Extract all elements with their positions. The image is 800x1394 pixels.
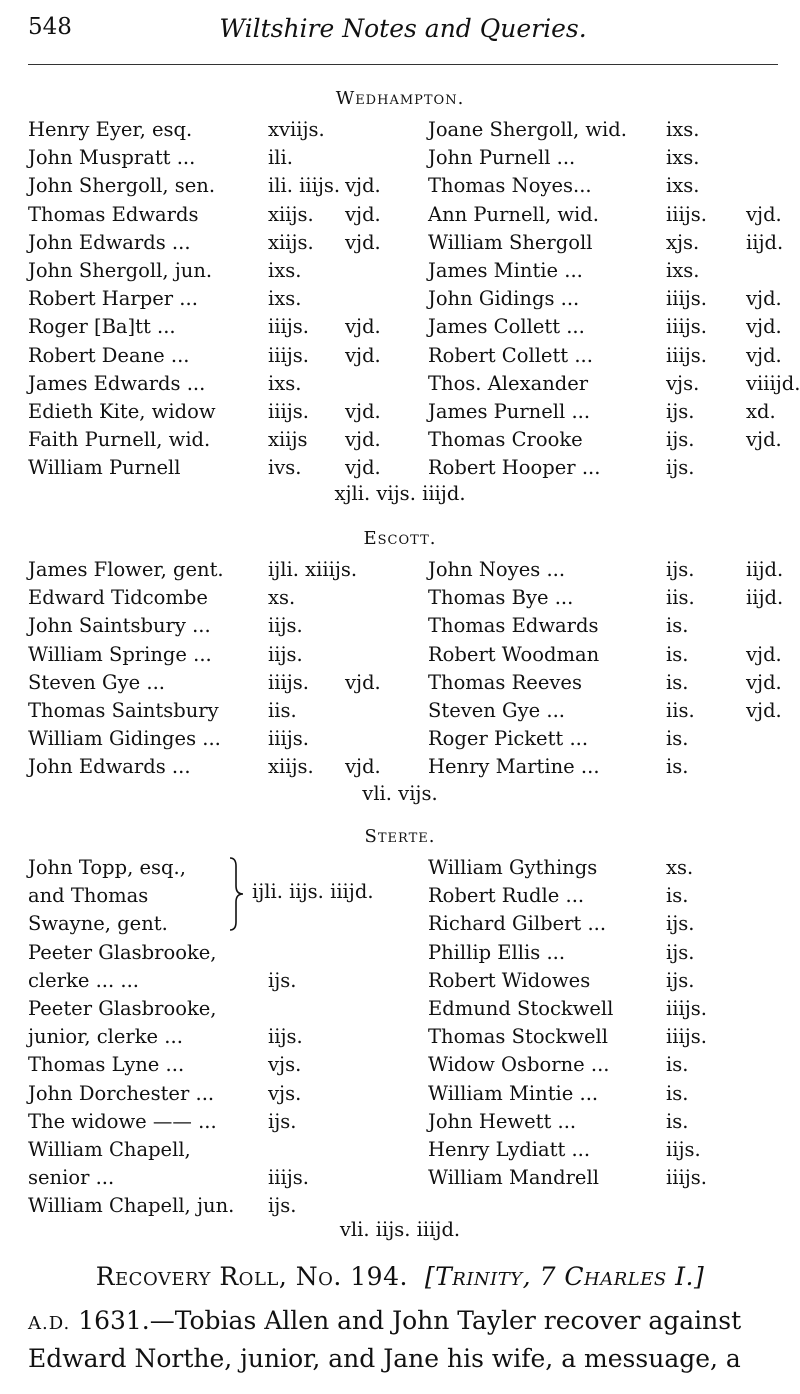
cell-r-name: William Mintie ... [428,1081,599,1105]
cell-l-a: vjs. [268,1081,302,1105]
cell-r-name: Robert Woodman [428,642,600,666]
section-title-wedhampton: Wedhampton. [335,88,465,109]
cell-r-b: vjd. [746,315,782,339]
cell-l-a: xiijs. [268,230,314,254]
cell-r-a: iiijs. [666,343,707,367]
cell-r-a: ixs. [666,118,700,141]
cell-l-name: Thomas Saintsbury [28,699,219,722]
cell-l-name: John Dorchester ... [28,1081,215,1105]
cell-l-a: iiijs. [268,343,309,367]
cell-r-a: ijs. [666,968,695,992]
page-header [28,14,778,54]
cell-l-b: vjd. [345,230,381,254]
cell-l-a: ijli. xiiijs. [268,558,358,581]
cell-r-a: is. [666,1081,689,1105]
cell-l-name: James Flower, gent. [28,558,224,581]
cell-r-a: iiijs. [666,997,707,1020]
cell-l-a: ijs. [268,968,297,992]
cell-r-a: is. [666,614,689,638]
cell-r-b: vjd. [746,287,782,311]
list-item [0,285,800,313]
cell-l-name: William Springe ... [28,642,212,666]
cell-l-a: iiijs. [268,727,309,751]
cell-r-name: Thomas Crooke [428,428,583,452]
cell-l-a: xiijs. [268,755,314,779]
cell-r-a: xjs. [666,230,700,254]
cell-l-name: William Chapell, [28,1138,191,1161]
cell-r-a: iis. [666,699,695,722]
cell-r-a: xs. [666,856,694,879]
cell-l-b: vjd. [345,343,381,367]
list-item [0,1192,800,1220]
cell-r-a: is. [666,727,689,751]
cell-l-name: John Muspratt ... [28,146,196,170]
cell-r-name: Henry Martine ... [428,755,600,779]
cell-l-name: Roger [Ba]tt ... [28,315,176,339]
cell-r-name: William Gythings [428,856,598,879]
cell-l-name: Henry Eyer, esq. [28,118,193,141]
cell-l-name: Thomas Lyne ... [28,1053,185,1077]
cell-r-name: Thomas Bye ... [428,586,574,610]
cell-r-name: William Mandrell [428,1166,599,1190]
list-item [0,144,800,172]
cell-l-name: Edward Tidcombe [28,586,208,610]
list-item [0,967,800,995]
cell-r-name: Thos. Alexander [428,371,589,395]
entry-date-era: A.D. [28,1313,71,1334]
cell-l-name: and Thomas [28,884,149,908]
cell-l-name: John Shergoll, jun. [28,259,213,282]
cell-l-a: ixs. [268,371,302,395]
cell-r-b: iijd. [746,586,784,610]
cell-r-name: John Hewett ... [428,1109,577,1133]
cell-r-name: Joane Shergoll, wid. [428,118,627,141]
cell-r-b: vjd. [746,699,782,722]
list-item [0,313,800,341]
cell-r-a: ixs. [666,146,700,170]
cell-r-name: Robert Widowes [428,968,591,992]
list-item [0,697,800,725]
cell-r-name: Robert Hooper ... [428,456,601,480]
cell-r-name: Thomas Reeves [428,670,582,694]
cell-r-b: vjd. [746,202,782,226]
section-title-escott: Escott. [363,528,437,549]
list-item [0,612,800,640]
list-item [0,939,800,967]
cell-r-name: Phillip Ellis ... [428,940,566,964]
cell-l-a: ijs. [268,1109,297,1133]
cell-l-a: xiijs [268,428,308,452]
cell-r-b: vjd. [746,428,782,452]
list-item [0,426,800,454]
cell-r-a: ijs. [666,400,695,423]
list-item [0,725,800,753]
cell-l-name: Peeter Glasbrooke, [28,997,217,1020]
cell-l-b: vjd. [345,174,381,198]
cell-l-a: iiijs. [268,400,309,423]
cell-l-name: William Purnell [28,456,181,480]
cell-l-a: iijs. [268,614,303,638]
cell-r-b: viiijd. [746,371,800,395]
cell-l-a: iis. [268,699,297,722]
cell-r-name: Henry Lydiatt ... [428,1138,591,1161]
cell-r-a: ijs. [666,558,695,581]
list-item [0,257,800,285]
running-title: Wiltshire Notes and Queries. [219,14,587,43]
cell-l-b: vjd. [345,755,381,779]
cell-r-a: iis. [666,586,695,610]
cell-r-b: iijd. [746,558,784,581]
cell-r-a: iiijs. [666,202,707,226]
cell-l-name: Peeter Glasbrooke, [28,940,217,964]
cell-l-name: John Shergoll, sen. [28,174,216,198]
cell-r-b: xd. [746,400,776,423]
list-item [0,753,800,781]
cell-l-a: iijs. [268,642,303,666]
cell-l-a: iijs. [268,1025,303,1049]
cell-r-name: Thomas Stockwell [428,1025,609,1049]
cell-r-b: vjd. [746,642,782,666]
cell-l-a: vjs. [268,1053,302,1077]
header-rule [28,64,778,65]
cell-l-a: xs. [268,586,296,610]
cell-r-a: is. [666,1109,689,1133]
cell-r-a: is. [666,1053,689,1077]
cell-l-a: iiijs. [268,670,309,694]
list-item [0,398,800,426]
cell-l-name: Steven Gye ... [28,670,165,694]
cell-l-b: vjd. [345,315,381,339]
list-item [0,910,800,938]
section-title-sterte: Sterte. [364,826,436,847]
cell-r-a: is. [666,884,689,908]
list-item [0,229,800,257]
cell-r-name: James Collett ... [428,315,585,339]
cell-l-name: Swayne, gent. [28,912,168,936]
cell-r-a: ijs. [666,940,695,964]
curly-brace-icon [227,856,247,932]
cell-r-name: Robert Rudle ... [428,884,585,908]
cell-l-name: Robert Harper ... [28,287,198,311]
cell-l-name: clerke ... ... [28,968,139,992]
cell-r-b: vjd. [746,670,782,694]
cell-r-name: Roger Pickett ... [428,727,589,751]
cell-r-a: ijs. [666,428,695,452]
cell-r-name: Steven Gye ... [428,699,565,722]
cell-r-a: iiijs. [666,287,707,311]
cell-l-b: vjd. [345,400,381,423]
list-item [0,201,800,229]
entry-line-1: 1631.—Tobias Allen and John Tayler recover against [78,1306,742,1335]
cell-l-name: John Edwards ... [28,755,191,779]
cell-l-name: junior, clerke ... [28,1025,183,1049]
cell-r-name: James Purnell ... [428,400,591,423]
cell-l-name: Faith Purnell, wid. [28,428,211,452]
cell-l-a: xiijs. [268,202,314,226]
cell-r-a: iiijs. [666,1025,707,1049]
section-total-sterte: vli. iijs. iiijd. [339,1218,461,1241]
entry-title: Recovery Roll, No. 194. [95,1262,408,1291]
cell-r-a: ijs. [666,456,695,480]
cell-r-a: iiijs. [666,1166,707,1190]
cell-r-a: ixs. [666,174,700,198]
cell-l-a: ivs. [268,456,302,480]
page-number: 548 [28,14,72,40]
cell-l-a: ili. iiijs. [268,174,341,198]
cell-l-a: iiijs. [268,1166,309,1190]
cell-l-name: John Edwards ... [28,230,191,254]
cell-r-a: iijs. [666,1138,701,1161]
cell-l-a: ili. [268,146,293,170]
cell-r-a: iiijs. [666,315,707,339]
list-item [0,995,800,1023]
list-item [0,1023,800,1051]
cell-l-a: ixs. [268,287,302,311]
cell-l-name: The widowe —— ... [28,1109,217,1133]
cell-l-name: Edieth Kite, widow [28,400,216,423]
entry-text-line-2: Edward Northe, junior, and Jane his wife, a messuage, a [28,1344,741,1373]
cell-r-name: James Mintie ... [428,259,583,282]
entry-term: [Trinity, 7 Charles I.] [424,1262,705,1291]
cell-l-name: William Gidinges ... [28,727,221,751]
cell-l-b: vjd. [345,202,381,226]
list-item [0,116,800,144]
list-item [0,1108,800,1136]
cell-l-a: ijs. [268,1194,297,1218]
cell-l-name: William Chapell, jun. [28,1194,235,1218]
cell-r-name: John Noyes ... [428,558,566,581]
list-item [0,1164,800,1192]
list-item [0,556,800,584]
cell-r-b: iijd. [746,230,784,254]
cell-l-a: iiijs. [268,315,309,339]
list-item [0,641,800,669]
cell-l-a: xviijs. [268,118,325,141]
cell-l-name: Robert Deane ... [28,343,190,367]
list-item [0,370,800,398]
cell-r-name: William Shergoll [428,230,593,254]
cell-r-name: Thomas Edwards [428,614,599,638]
section-total-wedhampton: xjli. vijs. iiijd. [334,482,466,505]
cell-l-b: vjd. [345,670,381,694]
list-item [0,172,800,200]
list-item [0,854,800,882]
list-item [0,882,800,910]
cell-l-name: senior ... [28,1166,115,1190]
cell-r-name: Robert Collett ... [428,343,593,367]
entry-text-line-1 [28,1306,778,1335]
cell-r-a: vjs. [666,371,700,395]
list-item [0,1080,800,1108]
cell-r-b: vjd. [746,343,782,367]
list-item [0,1136,800,1164]
cell-r-name: Ann Purnell, wid. [428,202,599,226]
joint-amount: ijli. iijs. iiijd. [252,880,374,903]
cell-r-a: is. [666,670,689,694]
cell-r-name: Widow Osborne ... [428,1053,610,1077]
cell-r-name: John Gidings ... [428,287,580,311]
list-item [0,669,800,697]
cell-r-a: is. [666,755,689,779]
cell-l-name: John Saintsbury ... [28,614,211,638]
cell-l-a: ixs. [268,259,302,282]
section-total-escott: vli. vijs. [362,782,438,805]
cell-r-name: Thomas Noyes... [428,174,592,198]
list-item [0,1051,800,1079]
entry-heading [0,1262,800,1291]
cell-r-a: ijs. [666,912,695,936]
cell-l-name: John Topp, esq., [28,856,186,879]
cell-l-b: vjd. [345,456,381,480]
cell-r-name: John Purnell ... [428,146,576,170]
list-item [0,454,800,482]
cell-r-a: ixs. [666,259,700,282]
cell-r-name: Edmund Stockwell [428,997,614,1020]
cell-l-b: vjd. [345,428,381,452]
list-item [0,342,800,370]
cell-l-name: James Edwards ... [28,371,206,395]
cell-l-name: Thomas Edwards [28,202,199,226]
cell-r-name: Richard Gilbert ... [428,912,607,936]
list-item [0,584,800,612]
cell-r-a: is. [666,642,689,666]
